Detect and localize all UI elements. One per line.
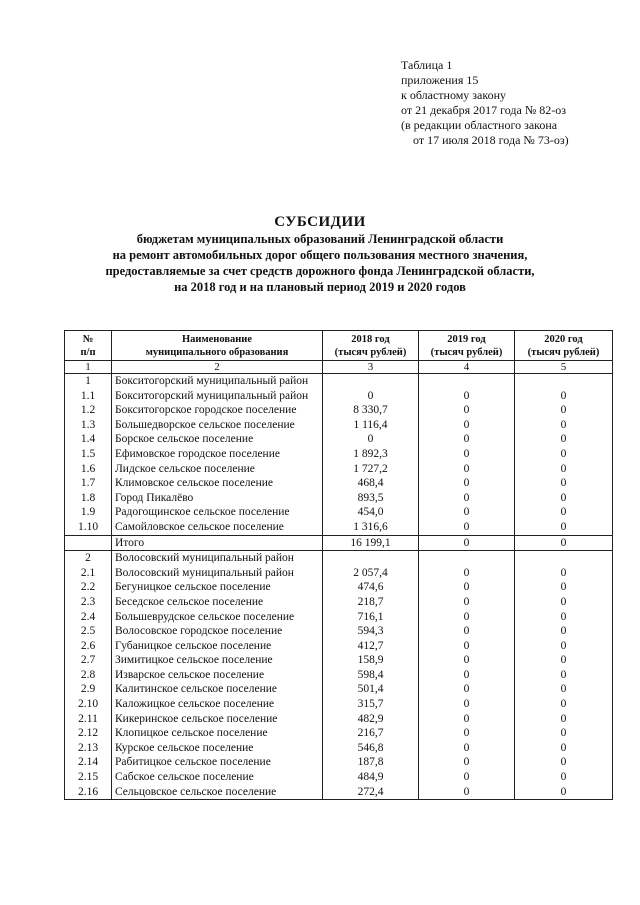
amount-2020: 0 <box>515 610 613 625</box>
table-row <box>65 785 613 800</box>
row-number: 1.3 <box>65 418 112 433</box>
appendix-amendment-ref: (в редакции областного закона <box>401 118 558 132</box>
table-row <box>65 668 613 683</box>
amount-2020: 0 <box>515 418 613 433</box>
amount-2020: 0 <box>515 566 613 581</box>
header-2019: 2019 год (тысяч рублей) <box>419 331 515 361</box>
amount-2020: 0 <box>515 770 613 785</box>
amount-2020: 0 <box>515 639 613 654</box>
row-number: 2.9 <box>65 682 112 697</box>
municipality-name: Кикеринское сельское поселение <box>112 712 323 727</box>
amount-2019: 0 <box>419 712 515 727</box>
amount-2018: 1 316,6 <box>323 520 419 535</box>
row-number: 2.2 <box>65 580 112 595</box>
amount-2019: 0 <box>419 682 515 697</box>
table-row <box>65 505 613 520</box>
amount-2020: 0 <box>515 653 613 668</box>
amount-2020: 0 <box>515 726 613 741</box>
column-numbers-row <box>65 361 613 374</box>
row-number: 1.8 <box>65 491 112 506</box>
column-number: 2 <box>112 361 323 374</box>
amount-2020: 0 <box>515 785 613 800</box>
table-row <box>65 403 613 418</box>
amount-2019: 0 <box>419 668 515 683</box>
municipality-name: Бегуницкое сельское поселение <box>112 580 323 595</box>
municipality-name: Радогощинское сельское поселение <box>112 505 323 520</box>
amount-2019: 0 <box>419 462 515 477</box>
amount-2018: 0 <box>323 432 419 447</box>
amount-2019: 0 <box>419 785 515 800</box>
amount-2018: 8 330,7 <box>323 403 419 418</box>
municipality-name: Большедворское сельское поселение <box>112 418 323 433</box>
table-row <box>65 755 613 770</box>
table-row <box>65 682 613 697</box>
row-number: 1.4 <box>65 432 112 447</box>
amount-2018: 594,3 <box>323 624 419 639</box>
municipality-name: Клопицкое сельское поселение <box>112 726 323 741</box>
amount-2018: 1 727,2 <box>323 462 419 477</box>
row-number: 2 <box>65 551 112 566</box>
amount-2020: 0 <box>515 668 613 683</box>
municipality-name: Курское сельское поселение <box>112 741 323 756</box>
amount-2018: 546,8 <box>323 741 419 756</box>
title-line-3: предоставляемые за счет средств дорожного фонда Ленинградской области, <box>105 264 535 278</box>
column-number: 5 <box>515 361 613 374</box>
municipality-name: Бокситогорский муниципальный район <box>112 389 323 404</box>
total-2018: 16 199,1 <box>323 535 419 551</box>
amount-2019: 0 <box>419 624 515 639</box>
table-row <box>65 432 613 447</box>
header-number: № п/п <box>65 331 112 361</box>
group-heading-row <box>65 551 613 566</box>
total-2020: 0 <box>515 535 613 551</box>
municipality-name: Большеврудское сельское поселение <box>112 610 323 625</box>
group-volosovo <box>65 551 613 800</box>
total-row <box>65 535 613 551</box>
appendix-table-label: Таблица 1 <box>401 58 453 72</box>
table-row <box>65 389 613 404</box>
amount-2020: 0 <box>515 476 613 491</box>
row-number: 2.10 <box>65 697 112 712</box>
municipality-name: Ефимовское городское поселение <box>112 447 323 462</box>
amount-2020: 0 <box>515 389 613 404</box>
appendix-amendment-date: от 17 июля 2018 года № 73-оз) <box>413 133 569 147</box>
amount-2020: 0 <box>515 520 613 535</box>
table-row <box>65 697 613 712</box>
subsidies-table <box>64 330 613 800</box>
row-number: 2.8 <box>65 668 112 683</box>
amount-2020: 0 <box>515 462 613 477</box>
municipality-name: Сабское сельское поселение <box>112 770 323 785</box>
municipality-name: Волосовское городское поселение <box>112 624 323 639</box>
amount-2018: 0 <box>323 389 419 404</box>
table-header <box>65 331 613 374</box>
municipality-name: Город Пикалёво <box>112 491 323 506</box>
table-row <box>65 726 613 741</box>
amount-2019: 0 <box>419 476 515 491</box>
column-number: 4 <box>419 361 515 374</box>
row-number: 1.2 <box>65 403 112 418</box>
group-heading-row <box>65 374 613 389</box>
amount-2019: 0 <box>419 653 515 668</box>
table-row <box>65 491 613 506</box>
table-row <box>65 566 613 581</box>
municipality-name: Лидское сельское поселение <box>112 462 323 477</box>
amount-2019: 0 <box>419 595 515 610</box>
amount-2019: 0 <box>419 726 515 741</box>
amount-2020: 0 <box>515 697 613 712</box>
row-number: 2.7 <box>65 653 112 668</box>
amount-2018: 468,4 <box>323 476 419 491</box>
amount-2018: 315,7 <box>323 697 419 712</box>
municipality-name: Волосовский муниципальный район <box>112 566 323 581</box>
row-number: 1 <box>65 374 112 389</box>
amount-2020: 0 <box>515 403 613 418</box>
title-main: СУБСИДИИ <box>274 214 366 230</box>
amount-2019: 0 <box>419 418 515 433</box>
row-number: 2.4 <box>65 610 112 625</box>
amount-2018: 454,0 <box>323 505 419 520</box>
table-row <box>65 639 613 654</box>
amount-2019: 0 <box>419 491 515 506</box>
municipality-name: Калитинское сельское поселение <box>112 682 323 697</box>
amount-2020: 0 <box>515 712 613 727</box>
amount-2018: 893,5 <box>323 491 419 506</box>
amount-2020: 0 <box>515 432 613 447</box>
row-number: 2.3 <box>65 595 112 610</box>
amount-2018: 484,9 <box>323 770 419 785</box>
table-row <box>65 520 613 535</box>
row-number: 1.6 <box>65 462 112 477</box>
table-row <box>65 610 613 625</box>
amount-2019: 0 <box>419 639 515 654</box>
amount-2019: 0 <box>419 697 515 712</box>
table-row <box>65 595 613 610</box>
table-row <box>65 741 613 756</box>
amount-2018: 474,6 <box>323 580 419 595</box>
row-number: 2.6 <box>65 639 112 654</box>
amount-2019: 0 <box>419 770 515 785</box>
amount-2018: 216,7 <box>323 726 419 741</box>
row-number: 2.15 <box>65 770 112 785</box>
row-number: 2.11 <box>65 712 112 727</box>
amount-2020: 0 <box>515 505 613 520</box>
document-title <box>0 213 640 295</box>
appendix-reference <box>401 58 569 148</box>
amount-2018: 598,4 <box>323 668 419 683</box>
appendix-law-ref: к областному закону <box>401 88 507 102</box>
row-number: 2.1 <box>65 566 112 581</box>
table-row <box>65 580 613 595</box>
header-name: Наименование муниципального образования <box>112 331 323 361</box>
municipality-name: Волосовский муниципальный район <box>112 551 323 566</box>
municipality-name: Беседское сельское поселение <box>112 595 323 610</box>
municipality-name: Губаницкое сельское поселение <box>112 639 323 654</box>
amount-2020: 0 <box>515 595 613 610</box>
amount-2020: 0 <box>515 755 613 770</box>
municipality-name: Самойловское сельское поселение <box>112 520 323 535</box>
row-number: 2.12 <box>65 726 112 741</box>
table-row <box>65 712 613 727</box>
municipality-name: Изварское сельское поселение <box>112 668 323 683</box>
amount-2019: 0 <box>419 610 515 625</box>
row-number: 2.5 <box>65 624 112 639</box>
total-2019: 0 <box>419 535 515 551</box>
table-row <box>65 624 613 639</box>
amount-2018: 158,9 <box>323 653 419 668</box>
municipality-name: Зимитицкое сельское поселение <box>112 653 323 668</box>
group-bokcitogorsk <box>65 374 613 536</box>
amount-2020: 0 <box>515 682 613 697</box>
row-number: 1.1 <box>65 389 112 404</box>
column-number: 1 <box>65 361 112 374</box>
amount-2019: 0 <box>419 432 515 447</box>
row-number: 1.9 <box>65 505 112 520</box>
row-number: 2.13 <box>65 741 112 756</box>
amount-2020: 0 <box>515 580 613 595</box>
amount-2019: 0 <box>419 755 515 770</box>
amount-2020: 0 <box>515 624 613 639</box>
column-number: 3 <box>323 361 419 374</box>
amount-2019: 0 <box>419 505 515 520</box>
amount-2018: 1 116,4 <box>323 418 419 433</box>
appendix-law-date: от 21 декабря 2017 года № 82-оз <box>401 103 567 117</box>
amount-2018: 501,4 <box>323 682 419 697</box>
amount-2018: 716,1 <box>323 610 419 625</box>
amount-2018: 187,8 <box>323 755 419 770</box>
municipality-name: Каложицкое сельское поселение <box>112 697 323 712</box>
amount-2019: 0 <box>419 520 515 535</box>
title-line-1: бюджетам муниципальных образований Ленинградской области <box>136 232 504 246</box>
amount-2018: 482,9 <box>323 712 419 727</box>
amount-2019: 0 <box>419 566 515 581</box>
amount-2019: 0 <box>419 580 515 595</box>
title-line-4: на 2018 год и на плановый период 2019 и 2020 годов <box>174 280 466 294</box>
row-number: 1.10 <box>65 520 112 535</box>
row-number: 2.14 <box>65 755 112 770</box>
row-number <box>65 535 112 551</box>
amount-2020: 0 <box>515 491 613 506</box>
amount-2018: 412,7 <box>323 639 419 654</box>
municipality-name: Рабитицкое сельское поселение <box>112 755 323 770</box>
table-row <box>65 770 613 785</box>
amount-2018: 218,7 <box>323 595 419 610</box>
table-row <box>65 418 613 433</box>
row-number: 1.7 <box>65 476 112 491</box>
table-row <box>65 447 613 462</box>
municipality-name: Борское сельское поселение <box>112 432 323 447</box>
amount-2020: 0 <box>515 447 613 462</box>
amount-2018: 272,4 <box>323 785 419 800</box>
table-row <box>65 476 613 491</box>
table-row <box>65 462 613 477</box>
appendix-number: приложения 15 <box>401 73 479 87</box>
title-line-2: на ремонт автомобильных дорог общего пользования местного значения, <box>112 248 528 262</box>
header-2018: 2018 год (тысяч рублей) <box>323 331 419 361</box>
amount-2019: 0 <box>419 389 515 404</box>
municipality-name: Бокситогорский муниципальный район <box>112 374 323 389</box>
amount-2018: 1 892,3 <box>323 447 419 462</box>
amount-2019: 0 <box>419 741 515 756</box>
group-total <box>65 535 613 551</box>
total-label: Итого <box>112 535 323 551</box>
municipality-name: Бокситогорское городское поселение <box>112 403 323 418</box>
amount-2019: 0 <box>419 403 515 418</box>
municipality-name: Климовское сельское поселение <box>112 476 323 491</box>
table-row <box>65 653 613 668</box>
amount-2019: 0 <box>419 447 515 462</box>
amount-2020: 0 <box>515 741 613 756</box>
header-2020: 2020 год (тысяч рублей) <box>515 331 613 361</box>
row-number: 1.5 <box>65 447 112 462</box>
row-number: 2.16 <box>65 785 112 800</box>
municipality-name: Сельцовское сельское поселение <box>112 785 323 800</box>
amount-2018: 2 057,4 <box>323 566 419 581</box>
